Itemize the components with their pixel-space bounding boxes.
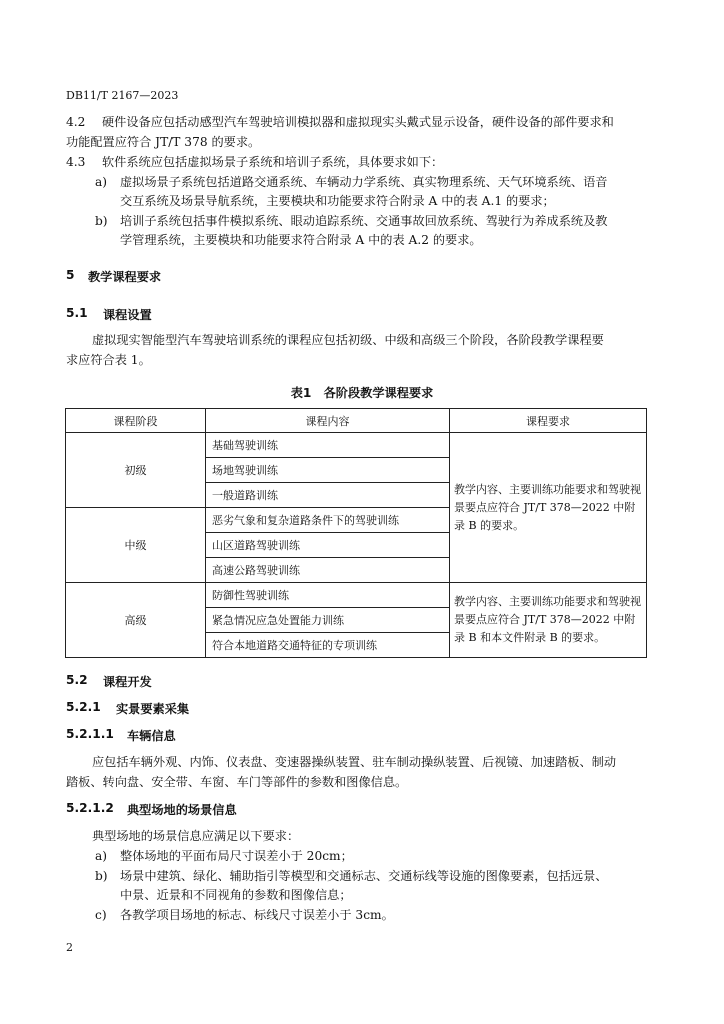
stage-cell: 高级 — [66, 583, 206, 658]
clause-4-2-line-1: 硬件设备应包括动感型汽车驾驶培训模拟器和虚拟现实头戴式显示设备，硬件设备的部件要求和 — [102, 115, 614, 129]
content-cell: 防御性驾驶训练 — [206, 583, 450, 608]
list-item-b-line-1: 培训子系统包括事件模拟系统、眼动追踪系统、交通事故回放系统、驾驶行为养成系统及教 — [120, 214, 608, 228]
course-requirements-table — [65, 408, 647, 658]
content-cell: 一般道路训练 — [206, 483, 450, 508]
table-row — [66, 583, 647, 608]
requirement-cell: 教学内容、主要训练功能要求和驾驶视景要点应符合 JT/T 378—2022 中附录 B 的要求。 — [450, 433, 647, 583]
section-5-2-1-2-number: 5.2.1.2 — [66, 801, 114, 815]
section-5-2-1-title: 实景要素采集 — [116, 702, 190, 716]
section-5-1-title: 课程设置 — [103, 308, 152, 322]
content-cell: 场地驾驶训练 — [206, 458, 450, 483]
clause-4-2-number: 4.2 — [66, 115, 86, 129]
header-requirement: 课程要求 — [450, 409, 647, 433]
list-item-a-line-2: 交互系统及场景导航系统，主要模块和功能要求符合附录 A 中的表 A.1 的要求； — [120, 194, 555, 208]
content-cell: 基础驾驶训练 — [206, 433, 450, 458]
clause-4-2-line-2: 功能配置应符合 JT/T 378 的要求。 — [66, 135, 261, 149]
list-item-a-line-1: 虚拟场景子系统包括道路交通系统、车辆动力学系统、真实物理系统、天气环境系统、语音 — [120, 175, 608, 189]
list-item-c-label: c) — [95, 908, 107, 922]
list-item-b-label: b) — [95, 869, 108, 883]
section-5-2-1-number: 5.2.1 — [66, 700, 101, 714]
section-5-1-line-2: 求应符合表 1。 — [66, 353, 151, 367]
content-cell: 高速公路驾驶训练 — [206, 558, 450, 583]
content-cell: 紧急情况应急处置能力训练 — [206, 608, 450, 633]
table-header-row — [66, 409, 647, 433]
content-cell: 山区道路驾驶训练 — [206, 533, 450, 558]
list-item-a-text: 整体场地的平面布局尺寸误差小于 20cm； — [120, 849, 353, 863]
list-item-a-label: a) — [95, 849, 108, 863]
stage-cell: 初级 — [66, 433, 206, 508]
list-item-b-line-1: 场景中建筑、绿化、辅助指引等模型和交通标志、交通标线等设施的图像要素，包括远景、 — [120, 869, 608, 883]
page-number: 2 — [66, 941, 73, 954]
content-cell: 符合本地道路交通特征的专项训练 — [206, 633, 450, 658]
header-content: 课程内容 — [206, 409, 450, 433]
clause-4-3-text: 软件系统应包括虚拟场景子系统和培训子系统，具体要求如下： — [102, 155, 444, 169]
list-item-b-line-2: 中景、近景和不同视角的参数和图像信息； — [120, 888, 352, 902]
section-5-2-number: 5.2 — [66, 673, 88, 687]
list-item-a-label: a) — [95, 175, 108, 189]
section-5-2-1-2-title: 典型场地的场景信息 — [127, 803, 237, 817]
stage-cell: 中级 — [66, 508, 206, 583]
list-item-b-label: b) — [95, 214, 108, 228]
requirement-cell: 教学内容、主要训练功能要求和驾驶视景要点应符合 JT/T 378—2022 中附录 B 和本文件附录 B 的要求。 — [450, 583, 647, 658]
section-5-title: 教学课程要求 — [88, 270, 162, 284]
clause-4-3-number: 4.3 — [66, 155, 86, 169]
document-code: DB11/T 2167—2023 — [66, 89, 179, 102]
header-stage: 课程阶段 — [66, 409, 206, 433]
section-5-2-1-2-intro: 典型场地的场景信息应满足以下要求： — [92, 829, 300, 843]
section-5-2-1-1-line-2: 踏板、转向盘、安全带、车窗、车门等部件的参数和图像信息。 — [66, 775, 408, 789]
section-5-1-number: 5.1 — [66, 306, 88, 320]
table-caption: 表1 各阶段教学课程要求 — [290, 386, 434, 400]
section-5-2-1-1-number: 5.2.1.1 — [66, 727, 114, 741]
table-row — [66, 433, 647, 458]
content-cell: 恶劣气象和复杂道路条件下的驾驶训练 — [206, 508, 450, 533]
list-item-b-line-2: 学管理系统，主要模块和功能要求符合附录 A 中的表 A.2 的要求。 — [120, 233, 482, 247]
list-item-c-text: 各教学项目场地的标志、标线尺寸误差小于 3cm。 — [120, 908, 394, 922]
section-5-2-1-1-line-1: 应包括车辆外观、内饰、仪表盘、变速器操纵装置、驻车制动操纵装置、后视镜、加速踏板、制动 — [92, 755, 617, 769]
section-5-1-line-1: 虚拟现实智能型汽车驾驶培训系统的课程应包括初级、中级和高级三个阶段，各阶段教学课程要 — [92, 333, 604, 347]
section-5-2-1-1-title: 车辆信息 — [127, 729, 176, 743]
section-5-number: 5 — [66, 268, 75, 282]
section-5-2-title: 课程开发 — [103, 675, 152, 689]
